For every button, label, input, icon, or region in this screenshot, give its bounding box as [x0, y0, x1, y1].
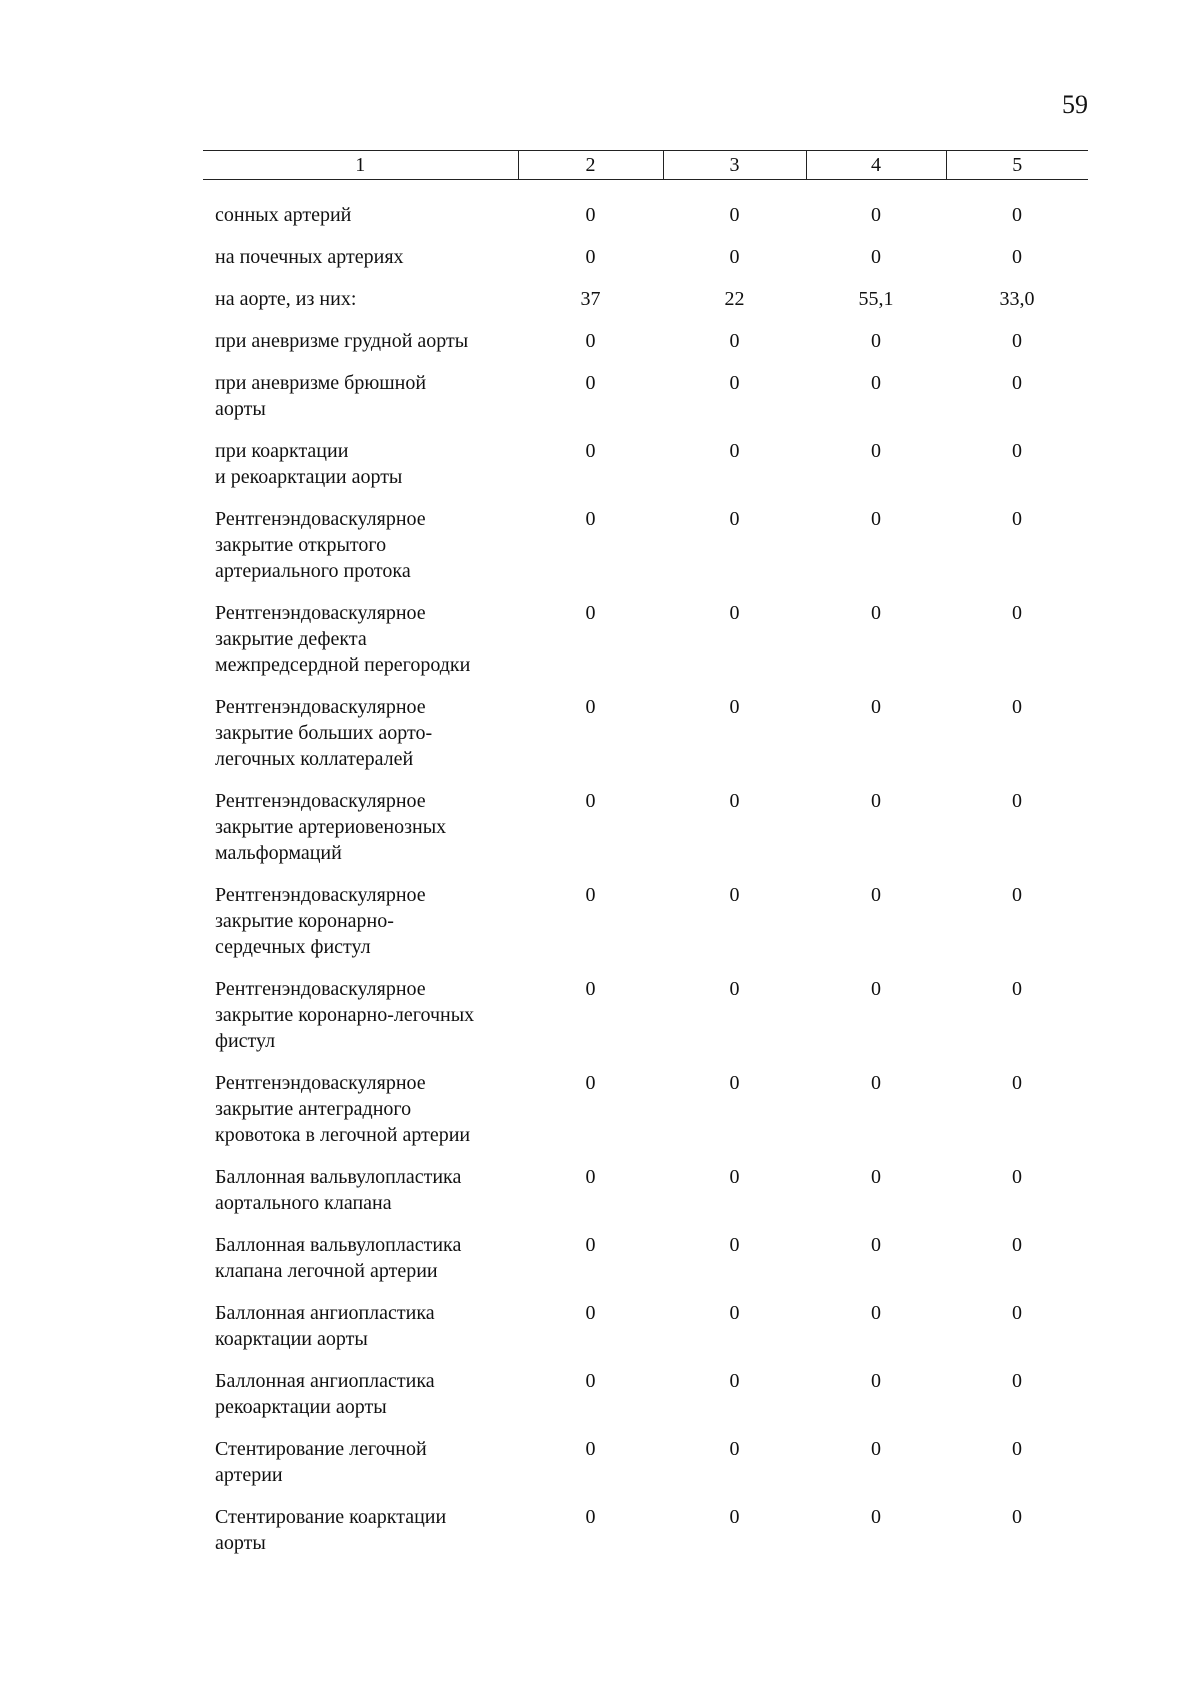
row-label-line: Баллонная ангиопластика [215, 1302, 435, 1324]
row-label-line: и рекоарктации аорты [215, 466, 403, 488]
row-value-col-2: 0 [585, 1302, 596, 1324]
row-label [203, 1368, 518, 1436]
row-value-col-2: 0 [585, 440, 596, 462]
table-header [203, 151, 1088, 180]
table-row [203, 1164, 1088, 1232]
row-value-col-5: 0 [1012, 372, 1022, 394]
row-value-col-3: 0 [729, 372, 740, 394]
row-label [203, 438, 518, 506]
row-value-col-2: 0 [585, 508, 596, 530]
table-row [203, 788, 1088, 882]
row-value-col-5: 0 [1012, 790, 1022, 812]
row-label-line: артерии [215, 1464, 283, 1486]
row-value-col-4: 0 [871, 508, 881, 530]
table-row [203, 438, 1088, 506]
row-value-col-4: 0 [871, 1438, 881, 1460]
header-spacer [203, 180, 1088, 203]
row-label [203, 1070, 518, 1164]
row-value-col-3: 22 [724, 288, 745, 310]
row-label-line: Баллонная ангиопластика [215, 1370, 435, 1392]
table-row [203, 600, 1088, 694]
row-label [203, 788, 518, 882]
row-value-col-2: 0 [585, 602, 596, 624]
row-value-col-3: 0 [729, 884, 740, 906]
row-label [203, 882, 518, 976]
row-label-line: Рентгенэндоваскулярное [215, 696, 426, 718]
table-row [203, 1504, 1088, 1572]
row-value-col-2: 0 [585, 790, 596, 812]
row-label [203, 370, 518, 438]
row-value-col-3: 0 [729, 508, 740, 530]
row-label-line: закрытие открытого [215, 534, 387, 556]
row-value-col-4: 0 [871, 884, 881, 906]
row-value-col-4: 0 [871, 790, 881, 812]
row-value-col-4: 0 [871, 1302, 881, 1324]
row-value-col-3: 0 [729, 696, 740, 718]
row-value-col-5: 0 [1012, 602, 1022, 624]
row-value-col-5: 0 [1012, 1370, 1022, 1392]
row-value-col-4: 0 [871, 978, 881, 1000]
table-row [203, 244, 1088, 286]
row-value-col-5: 0 [1012, 1506, 1022, 1528]
column-header-4: 4 [806, 151, 946, 180]
row-value-col-5: 0 [1012, 246, 1022, 268]
row-label-line: сонных артерий [215, 204, 352, 226]
table-row [203, 328, 1088, 370]
row-value-col-3: 0 [729, 1438, 740, 1460]
row-label-line: аорты [215, 398, 266, 420]
row-value-col-5: 0 [1012, 440, 1022, 462]
row-label-line: легочных коллатералей [215, 748, 414, 770]
row-label [203, 328, 518, 370]
row-label-line: при аневризме брюшной [215, 372, 427, 394]
table-row [203, 1368, 1088, 1436]
row-value-col-5: 0 [1012, 1302, 1022, 1324]
row-value-col-4: 0 [871, 1506, 881, 1528]
table-row [203, 506, 1088, 600]
row-value-col-3: 0 [729, 1302, 740, 1324]
row-label-line: рекоарктации аорты [215, 1396, 387, 1418]
row-value-col-3: 0 [729, 978, 740, 1000]
row-value-col-5: 0 [1012, 978, 1022, 1000]
row-label-line: Рентгенэндоваскулярное [215, 1072, 426, 1094]
row-value-col-5: 0 [1012, 696, 1022, 718]
data-table [203, 150, 1088, 1572]
row-value-col-2: 0 [585, 204, 596, 226]
row-value-col-2: 0 [585, 978, 596, 1000]
row-value-col-5: 0 [1012, 204, 1022, 226]
row-value-col-3: 0 [729, 440, 740, 462]
row-label-line: Рентгенэндоваскулярное [215, 884, 426, 906]
row-value-col-2: 0 [585, 1166, 596, 1188]
row-value-col-3: 0 [729, 1506, 740, 1528]
row-label-line: кровотока в легочной артерии [215, 1124, 471, 1146]
row-label-line: фистул [215, 1030, 276, 1052]
row-value-col-2: 0 [585, 1506, 596, 1528]
row-label [203, 1164, 518, 1232]
row-label [203, 1300, 518, 1368]
row-label-line: Рентгенэндоваскулярное [215, 602, 426, 624]
row-value-col-3: 0 [729, 1234, 740, 1256]
row-value-col-5: 0 [1012, 1072, 1022, 1094]
row-label-line: закрытие артериовенозных [215, 816, 447, 838]
row-label-line: на почечных артериях [215, 246, 404, 268]
column-header-5: 5 [946, 151, 1088, 180]
row-label-line: закрытие дефекта [215, 628, 367, 650]
row-value-col-4: 0 [871, 696, 881, 718]
row-value-col-4: 0 [871, 372, 881, 394]
row-value-col-4: 0 [871, 246, 881, 268]
row-label [203, 694, 518, 788]
column-header-3: 3 [663, 151, 806, 180]
row-value-col-5: 0 [1012, 1166, 1022, 1188]
row-value-col-5: 0 [1012, 1234, 1022, 1256]
row-label-line: Рентгенэндоваскулярное [215, 978, 426, 1000]
data-table-container [203, 150, 1088, 1572]
table-row [203, 1436, 1088, 1504]
row-value-col-2: 0 [585, 330, 596, 352]
row-label-line: закрытие антеградного [215, 1098, 412, 1120]
row-label-line: аорты [215, 1532, 266, 1554]
table-row [203, 1070, 1088, 1164]
row-label-line: закрытие больших аорто- [215, 722, 433, 744]
row-value-col-5: 33,0 [999, 288, 1035, 310]
row-label-line: Баллонная вальвулопластика [215, 1166, 462, 1188]
row-value-col-3: 0 [729, 790, 740, 812]
row-label [203, 286, 518, 328]
table-row [203, 882, 1088, 976]
table-row [203, 1232, 1088, 1300]
row-value-col-3: 0 [729, 204, 740, 226]
row-label-line: сердечных фистул [215, 936, 371, 958]
row-label [203, 244, 518, 286]
row-value-col-4: 0 [871, 204, 881, 226]
row-label-line: артериального протока [215, 560, 411, 582]
row-value-col-2: 0 [585, 1072, 596, 1094]
row-value-col-3: 0 [729, 1166, 740, 1188]
row-value-col-4: 0 [871, 330, 881, 352]
table-row [203, 1300, 1088, 1368]
row-value-col-2: 0 [585, 1438, 596, 1460]
row-value-col-3: 0 [729, 1370, 740, 1392]
row-label-line: закрытие коронарно- [215, 910, 394, 932]
row-value-col-2: 0 [585, 1234, 596, 1256]
row-label-line: мальформаций [215, 842, 342, 864]
table-body [203, 180, 1088, 1573]
row-value-col-3: 0 [729, 330, 740, 352]
row-value-col-2: 0 [585, 884, 596, 906]
row-value-col-3: 0 [729, 602, 740, 624]
table-row [203, 976, 1088, 1070]
table-row [203, 202, 1088, 244]
column-header-1: 1 [203, 151, 518, 180]
row-label-line: Стентирование коарктации [215, 1506, 447, 1528]
row-label-line: закрытие коронарно-легочных [215, 1004, 475, 1026]
row-label [203, 1232, 518, 1300]
row-label-line: Баллонная вальвулопластика [215, 1234, 462, 1256]
row-value-col-3: 0 [729, 1072, 740, 1094]
row-value-col-2: 37 [580, 288, 601, 310]
row-label-line: при аневризме грудной аорты [215, 330, 469, 352]
row-label-line: Рентгенэндоваскулярное [215, 790, 426, 812]
table-row [203, 694, 1088, 788]
row-value-col-2: 0 [585, 696, 596, 718]
row-value-col-4: 0 [871, 1234, 881, 1256]
row-value-col-4: 0 [871, 1166, 881, 1188]
row-value-col-2: 0 [585, 372, 596, 394]
row-label-line: клапана легочной артерии [215, 1260, 438, 1282]
row-value-col-4: 0 [871, 1370, 881, 1392]
row-label [203, 1436, 518, 1504]
row-value-col-2: 0 [585, 1370, 596, 1392]
row-label [203, 202, 518, 244]
row-label [203, 600, 518, 694]
row-label-line: при коарктации [215, 440, 349, 462]
row-value-col-5: 0 [1012, 1438, 1022, 1460]
row-value-col-4: 55,1 [858, 288, 894, 310]
row-value-col-2: 0 [585, 246, 596, 268]
header-row [203, 151, 1088, 180]
row-value-col-5: 0 [1012, 330, 1022, 352]
column-header-2: 2 [518, 151, 663, 180]
row-label-line: на аорте, из них: [215, 288, 357, 310]
row-value-col-4: 0 [871, 602, 881, 624]
table-row [203, 370, 1088, 438]
page-number: 59 [1062, 90, 1088, 119]
row-label [203, 506, 518, 600]
row-value-col-5: 0 [1012, 508, 1022, 530]
row-label-line: аортального клапана [215, 1192, 392, 1214]
row-label-line: Рентгенэндоваскулярное [215, 508, 426, 530]
row-label-line: межпредсердной перегородки [215, 654, 471, 676]
row-value-col-4: 0 [871, 1072, 881, 1094]
row-value-col-4: 0 [871, 440, 881, 462]
table-row [203, 286, 1088, 328]
row-label [203, 1504, 518, 1572]
row-value-col-3: 0 [729, 246, 740, 268]
row-value-col-5: 0 [1012, 884, 1022, 906]
row-label-line: коарктации аорты [215, 1328, 368, 1350]
row-label-line: Стентирование легочной [215, 1438, 427, 1460]
row-label [203, 976, 518, 1070]
